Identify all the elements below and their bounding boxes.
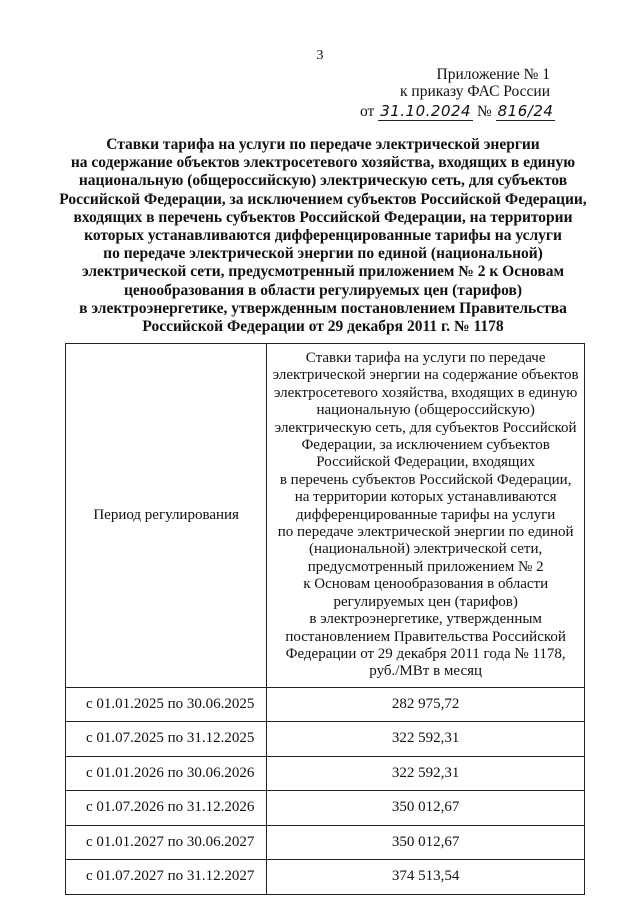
header-period-cell: Период регулирования (66, 344, 267, 688)
table-row (66, 687, 585, 722)
order-prefix: от (360, 103, 375, 120)
title-line: которых устанавливаются дифференцированные тарифы на услуги (84, 227, 562, 245)
title-line: по передаче электрической энергии по единой (национальной) (103, 245, 543, 263)
header-rate-line: постановлением Правительства Российской (285, 628, 566, 645)
header-rate-line: в электроэнергетике, утвержденным (309, 611, 542, 628)
order-number-handwritten: 816/24 (497, 102, 554, 120)
header-rate-line: Ставки тарифа на услуги по передаче (305, 350, 546, 366)
title-line: Российской Федерации от 29 декабря 2011 г. № 1178 (142, 318, 504, 336)
header-rate-line: руб./МВт в месяц (369, 663, 483, 680)
period-cell: с 01.01.2025 по 30.06.2025 (66, 687, 267, 722)
header-rate-line: электросетевого хозяйства, входящих в единую (273, 384, 578, 401)
header-rate-line: на территории которых устанавливаются (294, 489, 557, 506)
title-line: национальную (общероссийскую) электрическую сеть, для субъектов (78, 172, 568, 190)
header-rate-line: регулируемых цен (тарифов) (333, 593, 518, 610)
document-title (48, 136, 598, 336)
tariff-rates-table (65, 343, 585, 895)
header-rate-line: по передаче электрической энергии по единой (277, 524, 574, 541)
header-rate-line: (национальной) электрической сети, (309, 541, 543, 558)
title-line: на содержание объектов электросетевого хозяйства, входящих в единую (70, 154, 576, 172)
header-rate-cell (267, 344, 585, 688)
order-reference (360, 102, 590, 121)
appendix-header (300, 66, 550, 100)
table-header-row (66, 344, 585, 688)
table-row (66, 860, 585, 895)
header-rate-line: Федерации от 29 декабря 2011 года № 1178, (285, 645, 566, 662)
period-cell: с 01.01.2026 по 30.06.2026 (66, 756, 267, 791)
order-date-handwritten: 31.10.2024 (380, 102, 472, 120)
rate-value-cell: 282 975,72 (267, 687, 585, 722)
period-cell: с 01.07.2027 по 31.12.2027 (66, 860, 267, 895)
period-cell: с 01.07.2025 по 31.12.2025 (66, 722, 267, 757)
title-line: в электроэнергетике, утвержденным постановлением Правительства (79, 299, 567, 317)
table-row (66, 756, 585, 791)
header-rate-line: Федерации, за исключением субъектов (301, 437, 550, 454)
rate-value-cell: 374 513,54 (267, 860, 585, 895)
rate-value-cell: 350 012,67 (267, 825, 585, 860)
page-number: 3 (316, 48, 324, 63)
header-rate-line: предусмотренный приложением № 2 (307, 558, 544, 575)
rate-value-cell: 322 592,31 (267, 722, 585, 757)
header-rate-line: электрическую сеть, для субъектов Российской (274, 419, 577, 436)
period-cell: с 01.01.2027 по 30.06.2027 (66, 825, 267, 860)
order-number-prefix: № (476, 103, 492, 120)
appendix-line-1: Приложение № 1 (436, 66, 550, 83)
header-rate-line: к Основам ценообразования в области (303, 576, 549, 593)
rate-value-cell: 322 592,31 (267, 756, 585, 791)
table-row (66, 722, 585, 757)
header-rate-line: национальную (общероссийскую) (316, 402, 535, 419)
header-rate-line: электрической энергии на содержание объектов (272, 367, 579, 384)
period-cell: с 01.07.2026 по 31.12.2026 (66, 791, 267, 826)
title-line: входящих в перечень субъектов Российской Федерации, на территории (73, 208, 573, 226)
title-line: Российской Федерации, за исключением субъектов Российской Федерации, (59, 190, 587, 208)
title-line: Ставки тарифа на услуги по передаче электрической энергии (106, 136, 540, 153)
title-line: ценообразования в области регулируемых цен (тарифов) (123, 281, 523, 299)
header-rate-line: дифференцированные тарифы на услуги (296, 506, 556, 523)
table-row (66, 825, 585, 860)
rate-value-cell: 350 012,67 (267, 791, 585, 826)
header-rate-line: Российской Федерации, входящих (316, 454, 535, 471)
appendix-line-2: к приказу ФАС России (400, 83, 550, 100)
title-line: электрической сети, предусмотренный приложением № 2 к Основам (81, 263, 565, 281)
header-rate-line: в перечень субъектов Российской Федерации, (279, 471, 572, 488)
table-row (66, 791, 585, 826)
